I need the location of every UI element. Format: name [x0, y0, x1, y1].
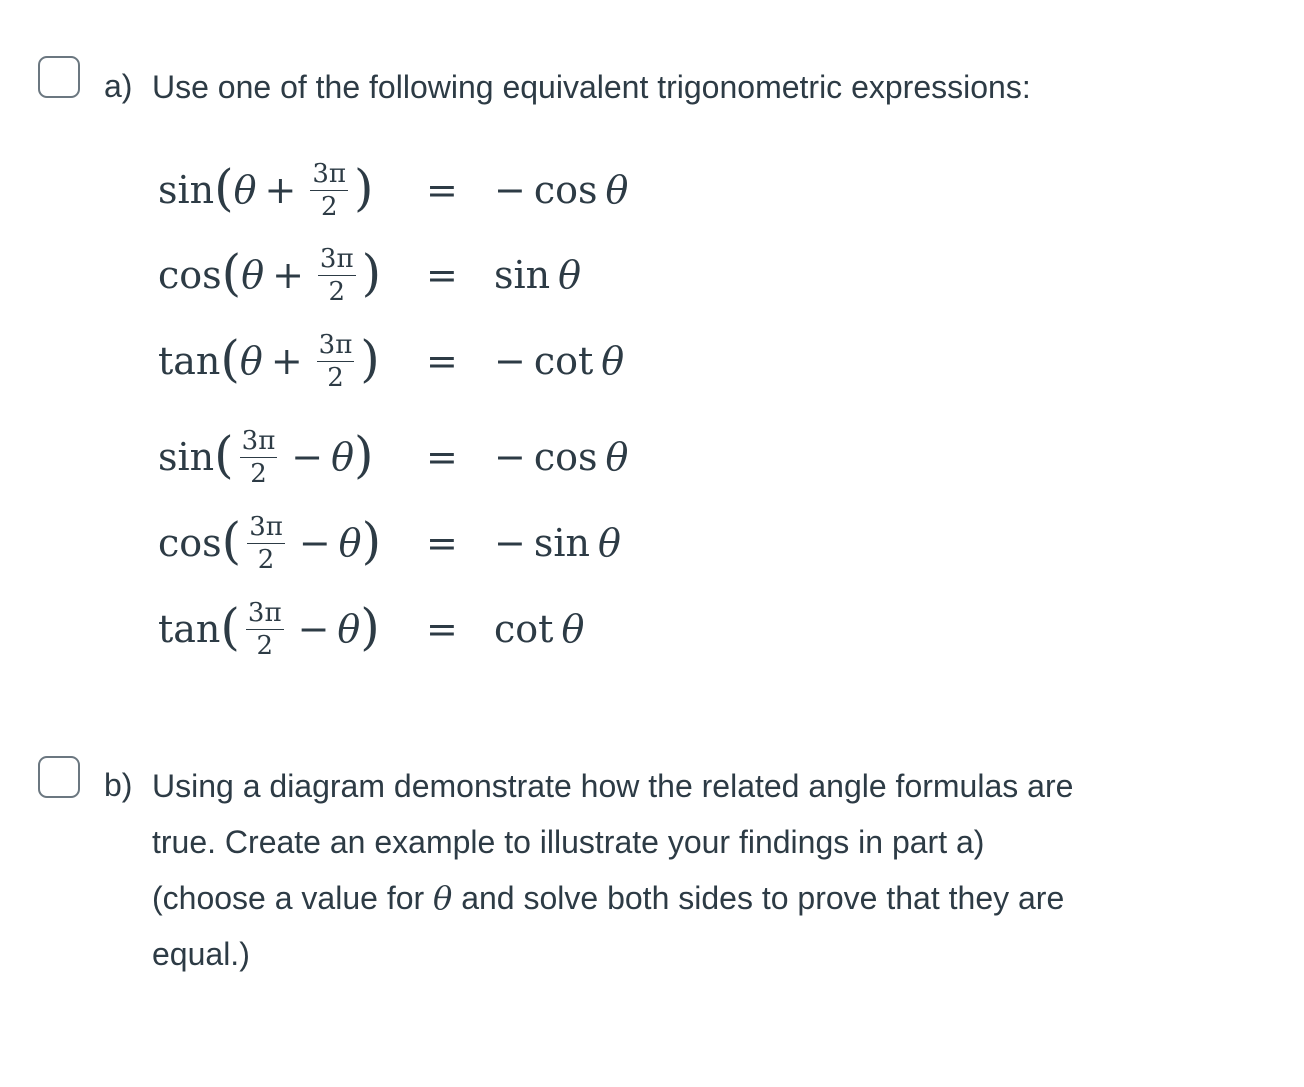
- function-name: tan: [158, 607, 221, 651]
- equation-row: [158, 586, 678, 672]
- equals-sign: =: [426, 339, 458, 383]
- equation-rhs: [494, 232, 581, 318]
- part-a-checkbox[interactable]: [38, 56, 80, 98]
- theta-symbol: θ: [558, 253, 582, 297]
- close-paren: ): [354, 159, 374, 217]
- part-b-line-4: equal.): [152, 936, 250, 972]
- fraction-numerator: 3π: [247, 597, 282, 628]
- equation-lhs: [158, 586, 380, 672]
- part-b-letter: b): [104, 767, 133, 803]
- theta-symbol: θ: [338, 521, 362, 565]
- equals-sign: =: [426, 253, 458, 297]
- theta-symbol: θ: [597, 521, 621, 565]
- open-paren: (: [221, 512, 242, 570]
- fraction-numerator: 3π: [319, 243, 354, 274]
- part-b-line-1: Using a diagram demonstrate how the related angle formulas are: [152, 768, 1074, 804]
- theta-symbol: θ: [605, 435, 629, 479]
- close-paren: ): [361, 512, 382, 570]
- equals-sign: =: [426, 435, 458, 479]
- part-b-line-3-end: and solve both sides to prove that they are: [452, 880, 1065, 916]
- equation-lhs: [158, 500, 381, 586]
- minus-sign: −: [494, 339, 526, 383]
- equation-row: [158, 147, 678, 233]
- function-name: cos: [533, 168, 598, 212]
- part-b-line-2: true. Create an example to illustrate your findings in part a): [152, 824, 985, 860]
- minus-sign: −: [494, 521, 526, 565]
- equation-rhs: [494, 147, 628, 233]
- close-paren: ): [360, 598, 380, 656]
- part-b-line-3: [152, 870, 1282, 926]
- equation-lhs: [158, 232, 381, 318]
- part-a-letter: a): [104, 68, 133, 104]
- fraction: [310, 158, 348, 222]
- fraction-denominator: 2: [256, 630, 274, 661]
- fraction-denominator: 2: [320, 191, 338, 222]
- function-name: cot: [494, 607, 554, 651]
- equals-sign: =: [426, 607, 458, 651]
- fraction-denominator: 2: [328, 276, 346, 307]
- open-paren: (: [220, 330, 240, 388]
- equation-rhs: [494, 586, 584, 672]
- equation-rhs: [494, 318, 624, 404]
- equals-sign: =: [426, 521, 458, 565]
- function-name: tan: [158, 339, 221, 383]
- open-paren: (: [214, 159, 234, 217]
- function-name: sin: [158, 435, 215, 479]
- fraction: [317, 329, 355, 393]
- fraction: [247, 511, 285, 575]
- theta-symbol: θ: [601, 339, 625, 383]
- theta-symbol: θ: [233, 168, 257, 212]
- part-b-line-3-start: (choose a value for: [152, 880, 434, 916]
- fraction-numerator: 3π: [318, 329, 353, 360]
- equals-sign: =: [426, 168, 458, 212]
- close-paren: ): [360, 330, 380, 388]
- open-paren: (: [214, 426, 234, 484]
- equation-row: [158, 500, 678, 586]
- theta-symbol: θ: [605, 168, 629, 212]
- function-name: sin: [494, 253, 551, 297]
- operator: −: [298, 521, 331, 565]
- part-b-text: [152, 758, 1282, 982]
- equation-row: [158, 232, 678, 318]
- equation-lhs: [158, 147, 374, 233]
- function-name: cos: [533, 435, 598, 479]
- fraction-denominator: 2: [327, 362, 344, 393]
- open-paren: (: [221, 244, 242, 302]
- operator: +: [272, 253, 304, 297]
- close-paren: ): [354, 426, 374, 484]
- theta-symbol: θ: [239, 339, 263, 383]
- equation-lhs: [158, 318, 380, 404]
- part-a-prompt: Use one of the following equivalent trigonometric expressions:: [152, 69, 1031, 105]
- fraction-denominator: 2: [257, 544, 275, 575]
- open-paren: (: [220, 598, 240, 656]
- function-name: cos: [158, 253, 222, 297]
- equation-lhs: [158, 414, 374, 500]
- fraction: [240, 425, 278, 489]
- minus-sign: −: [494, 435, 526, 479]
- part-b-checkbox[interactable]: [38, 756, 80, 798]
- theta-symbol: θ: [561, 607, 585, 651]
- function-name: cos: [158, 521, 222, 565]
- close-paren: ): [361, 244, 382, 302]
- fraction: [318, 243, 356, 307]
- theta-symbol: θ: [241, 253, 265, 297]
- equation-rhs: [494, 500, 621, 586]
- operator: +: [264, 168, 297, 212]
- function-name: sin: [158, 168, 215, 212]
- fraction-numerator: 3π: [312, 158, 347, 189]
- fraction-numerator: 3π: [241, 425, 276, 456]
- operator: −: [291, 435, 324, 479]
- minus-sign: −: [494, 168, 526, 212]
- equation-row: [158, 414, 678, 500]
- theta-symbol: θ: [331, 435, 355, 479]
- equation-rhs: [494, 414, 628, 500]
- fraction-numerator: 3π: [249, 511, 283, 542]
- equation-row: [158, 318, 678, 404]
- operator: +: [270, 339, 303, 383]
- theta-symbol: θ: [433, 879, 453, 917]
- fraction: [246, 597, 284, 661]
- function-name: cot: [533, 339, 594, 383]
- function-name: sin: [533, 521, 590, 565]
- theta-symbol: θ: [337, 607, 361, 651]
- fraction-denominator: 2: [250, 458, 267, 489]
- operator: −: [297, 607, 330, 651]
